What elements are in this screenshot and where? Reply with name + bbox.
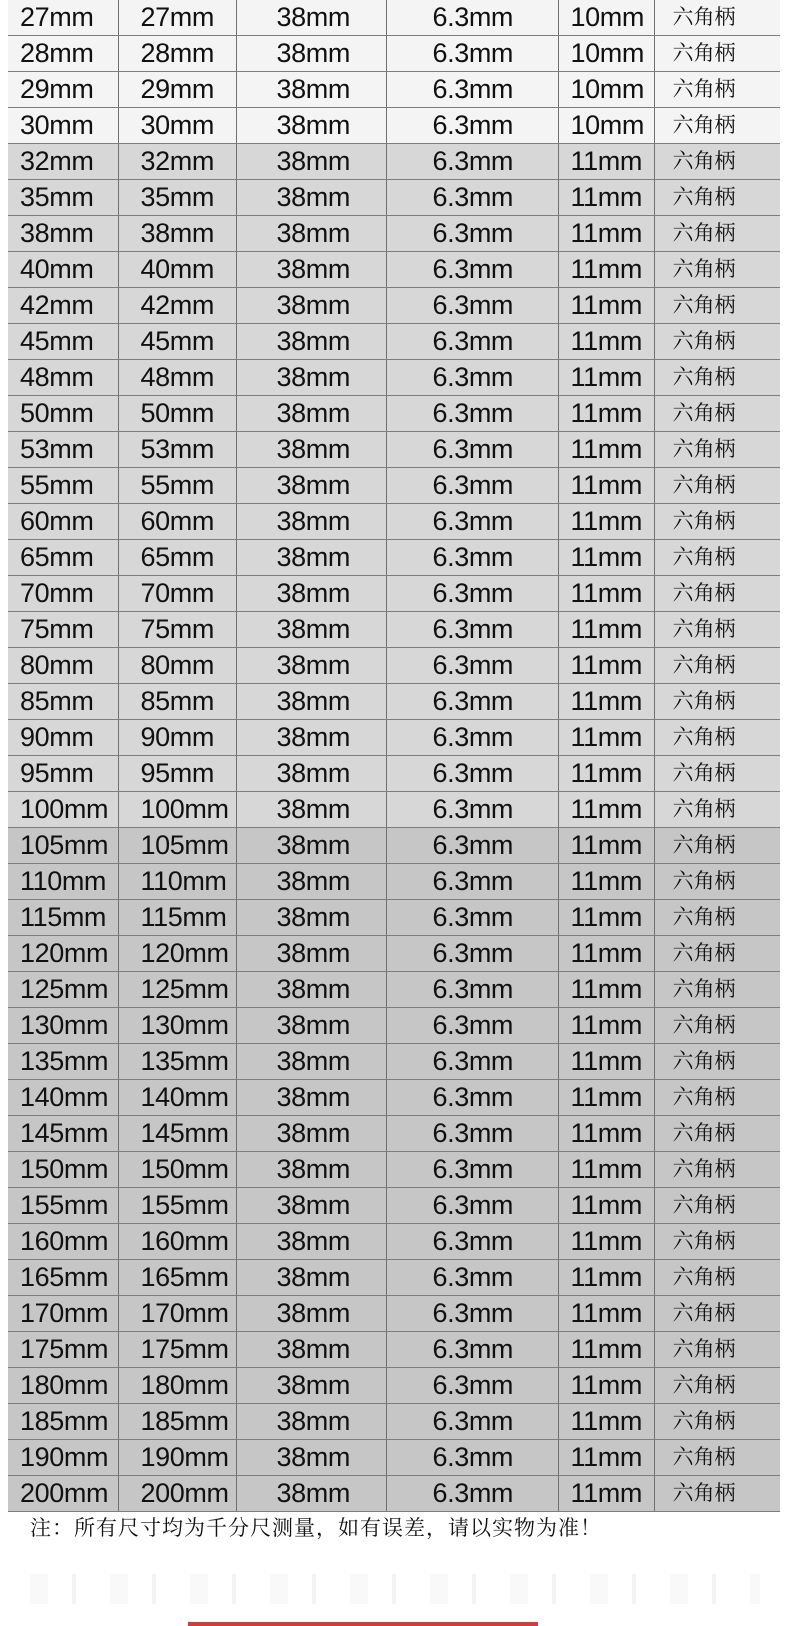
hex-size-cell: 11mm [558,216,654,252]
length-cell: 38mm [236,1476,386,1512]
shank-size-cell: 6.3mm [386,972,558,1008]
length-cell: 38mm [236,1080,386,1116]
length-cell: 38mm [236,756,386,792]
handle-type-cell: 六角柄 [654,324,780,360]
shank-size-cell: 6.3mm [386,432,558,468]
hex-size-cell: 11mm [558,360,654,396]
length-cell: 38mm [236,1440,386,1476]
hex-size-cell: 11mm [558,1476,654,1512]
cutting-diameter-cell: 165mm [118,1260,236,1296]
faint-watermark-strip [30,1574,760,1604]
shank-size-cell: 6.3mm [386,936,558,972]
hex-size-cell: 11mm [558,720,654,756]
hex-size-cell: 10mm [558,36,654,72]
handle-type-cell: 六角柄 [654,1224,780,1260]
table-row [8,180,780,216]
hex-size-cell: 11mm [558,828,654,864]
table-row [8,936,780,972]
handle-type-cell: 六角柄 [654,1044,780,1080]
length-cell: 38mm [236,1260,386,1296]
cutting-diameter-cell: 175mm [118,1332,236,1368]
diameter-cell: 48mm [8,360,118,396]
hex-size-cell: 11mm [558,396,654,432]
table-row [8,1044,780,1080]
length-cell: 38mm [236,324,386,360]
table-row [8,0,780,36]
cutting-diameter-cell: 150mm [118,1152,236,1188]
length-cell: 38mm [236,36,386,72]
red-accent-bar [188,1622,538,1626]
table-row [8,252,780,288]
table-row [8,72,780,108]
handle-type-cell: 六角柄 [654,1260,780,1296]
handle-type-cell: 六角柄 [654,1368,780,1404]
hex-size-cell: 11mm [558,1152,654,1188]
shank-size-cell: 6.3mm [386,360,558,396]
length-cell: 38mm [236,288,386,324]
cutting-diameter-cell: 200mm [118,1476,236,1512]
cutting-diameter-cell: 48mm [118,360,236,396]
length-cell: 38mm [236,1044,386,1080]
length-cell: 38mm [236,144,386,180]
diameter-cell: 150mm [8,1152,118,1188]
cutting-diameter-cell: 53mm [118,432,236,468]
cutting-diameter-cell: 35mm [118,180,236,216]
cutting-diameter-cell: 32mm [118,144,236,180]
hex-size-cell: 11mm [558,648,654,684]
diameter-cell: 29mm [8,72,118,108]
shank-size-cell: 6.3mm [386,792,558,828]
length-cell: 38mm [236,864,386,900]
table-row [8,1188,780,1224]
length-cell: 38mm [236,504,386,540]
handle-type-cell: 六角柄 [654,396,780,432]
hex-size-cell: 11mm [558,612,654,648]
diameter-cell: 105mm [8,828,118,864]
hex-size-cell: 11mm [558,1296,654,1332]
diameter-cell: 170mm [8,1296,118,1332]
handle-type-cell: 六角柄 [654,1404,780,1440]
shank-size-cell: 6.3mm [386,108,558,144]
diameter-cell: 115mm [8,900,118,936]
table-row [8,864,780,900]
table-row [8,972,780,1008]
diameter-cell: 42mm [8,288,118,324]
handle-type-cell: 六角柄 [654,756,780,792]
length-cell: 38mm [236,576,386,612]
shank-size-cell: 6.3mm [386,324,558,360]
table-row [8,144,780,180]
diameter-cell: 38mm [8,216,118,252]
cutting-diameter-cell: 70mm [118,576,236,612]
handle-type-cell: 六角柄 [654,576,780,612]
hex-size-cell: 11mm [558,504,654,540]
cutting-diameter-cell: 160mm [118,1224,236,1260]
diameter-cell: 55mm [8,468,118,504]
shank-size-cell: 6.3mm [386,288,558,324]
hex-size-cell: 11mm [558,792,654,828]
cutting-diameter-cell: 170mm [118,1296,236,1332]
hex-size-cell: 11mm [558,252,654,288]
cutting-diameter-cell: 90mm [118,720,236,756]
cutting-diameter-cell: 29mm [118,72,236,108]
hex-size-cell: 11mm [558,1260,654,1296]
diameter-cell: 32mm [8,144,118,180]
shank-size-cell: 6.3mm [386,612,558,648]
hex-size-cell: 11mm [558,432,654,468]
diameter-cell: 120mm [8,936,118,972]
diameter-cell: 160mm [8,1224,118,1260]
hex-size-cell: 11mm [558,684,654,720]
hex-size-cell: 11mm [558,1368,654,1404]
handle-type-cell: 六角柄 [654,972,780,1008]
shank-size-cell: 6.3mm [386,1440,558,1476]
cutting-diameter-cell: 135mm [118,1044,236,1080]
diameter-cell: 185mm [8,1404,118,1440]
hex-size-cell: 11mm [558,180,654,216]
handle-type-cell: 六角柄 [654,1188,780,1224]
shank-size-cell: 6.3mm [386,504,558,540]
shank-size-cell: 6.3mm [386,468,558,504]
shank-size-cell: 6.3mm [386,540,558,576]
handle-type-cell: 六角柄 [654,1440,780,1476]
diameter-cell: 175mm [8,1332,118,1368]
cutting-diameter-cell: 100mm [118,792,236,828]
shank-size-cell: 6.3mm [386,1188,558,1224]
cutting-diameter-cell: 75mm [118,612,236,648]
diameter-cell: 28mm [8,36,118,72]
length-cell: 38mm [236,216,386,252]
measurement-note: 注：所有尺寸均为千分尺测量，如有误差，请以实物为准！ [30,1516,602,1540]
shank-size-cell: 6.3mm [386,180,558,216]
shank-size-cell: 6.3mm [386,1080,558,1116]
diameter-cell: 130mm [8,1008,118,1044]
length-cell: 38mm [236,648,386,684]
spec-table-body [8,0,780,1512]
length-cell: 38mm [236,1116,386,1152]
shank-size-cell: 6.3mm [386,1116,558,1152]
length-cell: 38mm [236,1368,386,1404]
diameter-cell: 165mm [8,1260,118,1296]
cutting-diameter-cell: 27mm [118,0,236,36]
handle-type-cell: 六角柄 [654,1116,780,1152]
handle-type-cell: 六角柄 [654,0,780,36]
shank-size-cell: 6.3mm [386,1368,558,1404]
hex-size-cell: 11mm [558,936,654,972]
handle-type-cell: 六角柄 [654,252,780,288]
length-cell: 38mm [236,1152,386,1188]
handle-type-cell: 六角柄 [654,108,780,144]
cutting-diameter-cell: 45mm [118,324,236,360]
table-row [8,648,780,684]
cutting-diameter-cell: 120mm [118,936,236,972]
handle-type-cell: 六角柄 [654,828,780,864]
table-row [8,216,780,252]
handle-type-cell: 六角柄 [654,468,780,504]
handle-type-cell: 六角柄 [654,864,780,900]
cutting-diameter-cell: 50mm [118,396,236,432]
handle-type-cell: 六角柄 [654,900,780,936]
shank-size-cell: 6.3mm [386,1332,558,1368]
cutting-diameter-cell: 60mm [118,504,236,540]
cutting-diameter-cell: 190mm [118,1440,236,1476]
cutting-diameter-cell: 130mm [118,1008,236,1044]
hex-size-cell: 11mm [558,576,654,612]
hex-size-cell: 10mm [558,0,654,36]
diameter-cell: 53mm [8,432,118,468]
shank-size-cell: 6.3mm [386,864,558,900]
length-cell: 38mm [236,468,386,504]
diameter-cell: 35mm [8,180,118,216]
handle-type-cell: 六角柄 [654,180,780,216]
cutting-diameter-cell: 55mm [118,468,236,504]
shank-size-cell: 6.3mm [386,144,558,180]
diameter-cell: 145mm [8,1116,118,1152]
cutting-diameter-cell: 30mm [118,108,236,144]
diameter-cell: 60mm [8,504,118,540]
handle-type-cell: 六角柄 [654,504,780,540]
handle-type-cell: 六角柄 [654,720,780,756]
shank-size-cell: 6.3mm [386,1008,558,1044]
table-row [8,1476,780,1512]
length-cell: 38mm [236,612,386,648]
diameter-cell: 90mm [8,720,118,756]
cutting-diameter-cell: 180mm [118,1368,236,1404]
shank-size-cell: 6.3mm [386,1224,558,1260]
diameter-cell: 200mm [8,1476,118,1512]
diameter-cell: 40mm [8,252,118,288]
shank-size-cell: 6.3mm [386,252,558,288]
diameter-cell: 50mm [8,396,118,432]
table-row [8,1080,780,1116]
handle-type-cell: 六角柄 [654,1152,780,1188]
handle-type-cell: 六角柄 [654,936,780,972]
handle-type-cell: 六角柄 [654,792,780,828]
shank-size-cell: 6.3mm [386,648,558,684]
table-row [8,612,780,648]
handle-type-cell: 六角柄 [654,1008,780,1044]
shank-size-cell: 6.3mm [386,0,558,36]
shank-size-cell: 6.3mm [386,576,558,612]
diameter-cell: 70mm [8,576,118,612]
handle-type-cell: 六角柄 [654,1080,780,1116]
table-row [8,1368,780,1404]
table-row [8,828,780,864]
handle-type-cell: 六角柄 [654,612,780,648]
cutting-diameter-cell: 38mm [118,216,236,252]
table-row [8,756,780,792]
table-row [8,432,780,468]
handle-type-cell: 六角柄 [654,36,780,72]
cutting-diameter-cell: 115mm [118,900,236,936]
shank-size-cell: 6.3mm [386,720,558,756]
hex-size-cell: 11mm [558,1008,654,1044]
table-row [8,468,780,504]
diameter-cell: 140mm [8,1080,118,1116]
table-row [8,1404,780,1440]
table-row [8,720,780,756]
hex-size-cell: 10mm [558,108,654,144]
hex-size-cell: 11mm [558,144,654,180]
hex-size-cell: 10mm [558,72,654,108]
handle-type-cell: 六角柄 [654,540,780,576]
shank-size-cell: 6.3mm [386,1260,558,1296]
table-row [8,1008,780,1044]
hex-size-cell: 11mm [558,900,654,936]
handle-type-cell: 六角柄 [654,684,780,720]
handle-type-cell: 六角柄 [654,72,780,108]
shank-size-cell: 6.3mm [386,72,558,108]
diameter-cell: 155mm [8,1188,118,1224]
hex-size-cell: 11mm [558,972,654,1008]
cutting-diameter-cell: 65mm [118,540,236,576]
table-row [8,1296,780,1332]
length-cell: 38mm [236,540,386,576]
hex-size-cell: 11mm [558,1188,654,1224]
shank-size-cell: 6.3mm [386,756,558,792]
length-cell: 38mm [236,180,386,216]
shank-size-cell: 6.3mm [386,396,558,432]
diameter-cell: 125mm [8,972,118,1008]
diameter-cell: 190mm [8,1440,118,1476]
cutting-diameter-cell: 155mm [118,1188,236,1224]
length-cell: 38mm [236,0,386,36]
length-cell: 38mm [236,1188,386,1224]
table-row [8,108,780,144]
handle-type-cell: 六角柄 [654,288,780,324]
cutting-diameter-cell: 85mm [118,684,236,720]
hex-size-cell: 11mm [558,1404,654,1440]
length-cell: 38mm [236,360,386,396]
diameter-cell: 95mm [8,756,118,792]
length-cell: 38mm [236,108,386,144]
handle-type-cell: 六角柄 [654,432,780,468]
diameter-cell: 75mm [8,612,118,648]
handle-type-cell: 六角柄 [654,1296,780,1332]
table-row [8,1440,780,1476]
table-row [8,360,780,396]
spec-table [8,0,780,1512]
cutting-diameter-cell: 42mm [118,288,236,324]
diameter-cell: 65mm [8,540,118,576]
length-cell: 38mm [236,720,386,756]
shank-size-cell: 6.3mm [386,828,558,864]
cutting-diameter-cell: 105mm [118,828,236,864]
diameter-cell: 80mm [8,648,118,684]
cutting-diameter-cell: 145mm [118,1116,236,1152]
hex-size-cell: 11mm [558,468,654,504]
hex-size-cell: 11mm [558,1116,654,1152]
table-row [8,576,780,612]
table-row [8,1260,780,1296]
table-row [8,684,780,720]
cutting-diameter-cell: 95mm [118,756,236,792]
length-cell: 38mm [236,1296,386,1332]
shank-size-cell: 6.3mm [386,1296,558,1332]
hex-size-cell: 11mm [558,1332,654,1368]
diameter-cell: 110mm [8,864,118,900]
table-row [8,1224,780,1260]
shank-size-cell: 6.3mm [386,900,558,936]
handle-type-cell: 六角柄 [654,360,780,396]
table-row [8,36,780,72]
hex-size-cell: 11mm [558,324,654,360]
shank-size-cell: 6.3mm [386,1476,558,1512]
cutting-diameter-cell: 40mm [118,252,236,288]
cutting-diameter-cell: 185mm [118,1404,236,1440]
table-row [8,792,780,828]
hex-size-cell: 11mm [558,1224,654,1260]
diameter-cell: 85mm [8,684,118,720]
length-cell: 38mm [236,900,386,936]
diameter-cell: 27mm [8,0,118,36]
table-row [8,288,780,324]
cutting-diameter-cell: 28mm [118,36,236,72]
diameter-cell: 135mm [8,1044,118,1080]
hex-size-cell: 11mm [558,540,654,576]
length-cell: 38mm [236,1332,386,1368]
diameter-cell: 180mm [8,1368,118,1404]
length-cell: 38mm [236,1224,386,1260]
handle-type-cell: 六角柄 [654,1476,780,1512]
hex-size-cell: 11mm [558,864,654,900]
handle-type-cell: 六角柄 [654,144,780,180]
length-cell: 38mm [236,1404,386,1440]
hex-size-cell: 11mm [558,288,654,324]
hex-size-cell: 11mm [558,1080,654,1116]
table-row [8,1116,780,1152]
shank-size-cell: 6.3mm [386,216,558,252]
shank-size-cell: 6.3mm [386,1152,558,1188]
diameter-cell: 100mm [8,792,118,828]
length-cell: 38mm [236,72,386,108]
length-cell: 38mm [236,828,386,864]
length-cell: 38mm [236,396,386,432]
handle-type-cell: 六角柄 [654,1332,780,1368]
cutting-diameter-cell: 110mm [118,864,236,900]
diameter-cell: 45mm [8,324,118,360]
length-cell: 38mm [236,1008,386,1044]
length-cell: 38mm [236,792,386,828]
length-cell: 38mm [236,432,386,468]
diameter-cell: 30mm [8,108,118,144]
table-row [8,900,780,936]
length-cell: 38mm [236,684,386,720]
table-row [8,504,780,540]
length-cell: 38mm [236,972,386,1008]
shank-size-cell: 6.3mm [386,1044,558,1080]
table-row [8,324,780,360]
table-row [8,1152,780,1188]
hex-size-cell: 11mm [558,756,654,792]
length-cell: 38mm [236,252,386,288]
shank-size-cell: 6.3mm [386,684,558,720]
handle-type-cell: 六角柄 [654,648,780,684]
handle-type-cell: 六角柄 [654,216,780,252]
cutting-diameter-cell: 125mm [118,972,236,1008]
length-cell: 38mm [236,936,386,972]
shank-size-cell: 6.3mm [386,36,558,72]
shank-size-cell: 6.3mm [386,1404,558,1440]
cutting-diameter-cell: 140mm [118,1080,236,1116]
hex-size-cell: 11mm [558,1044,654,1080]
hex-size-cell: 11mm [558,1440,654,1476]
cutting-diameter-cell: 80mm [118,648,236,684]
table-row [8,396,780,432]
table-row [8,540,780,576]
table-row [8,1332,780,1368]
